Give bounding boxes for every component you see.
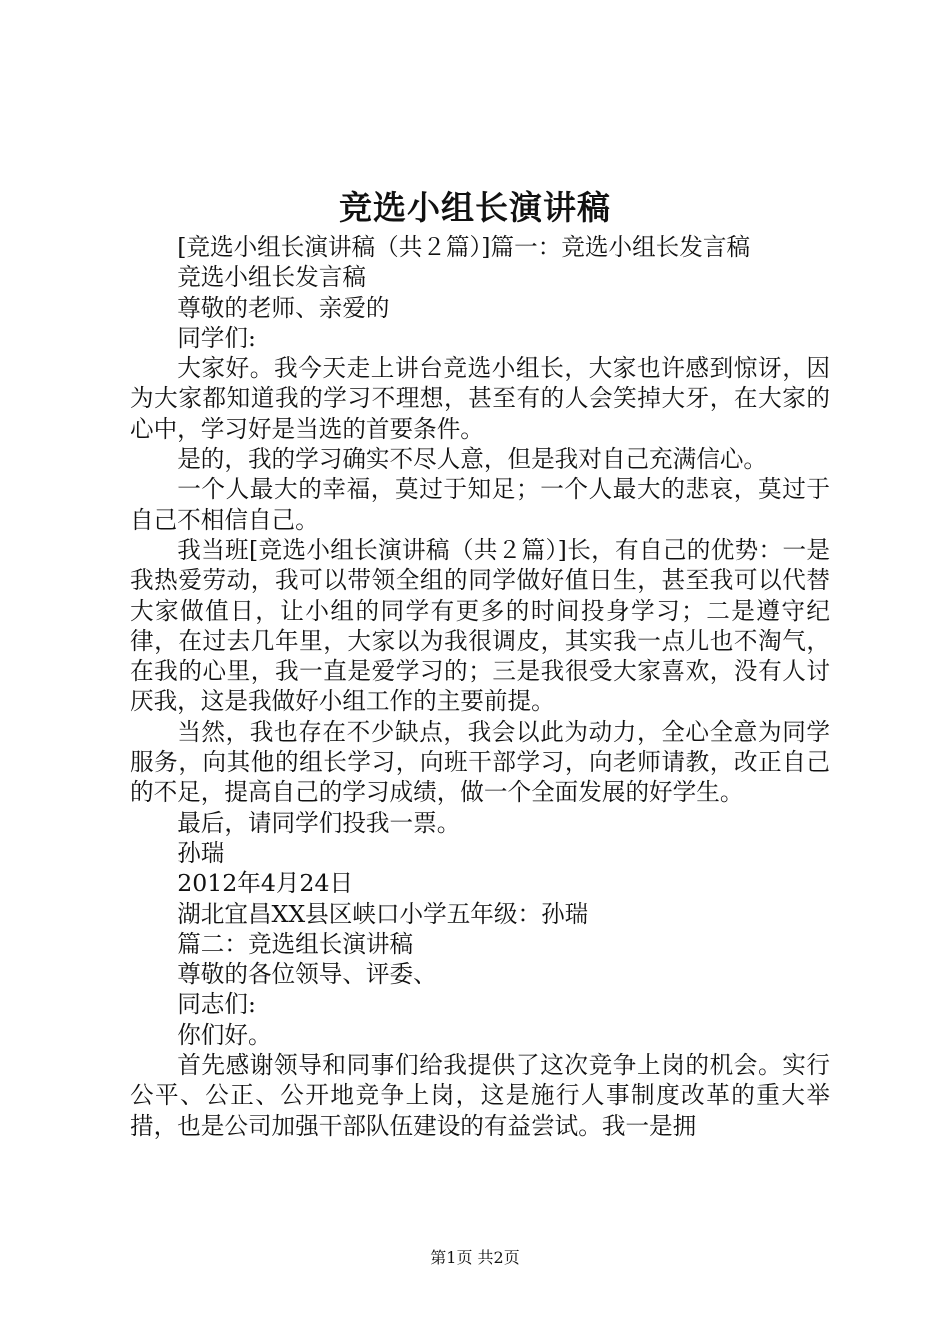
document-paragraph: 你们好。 (177, 1020, 272, 1049)
document-paragraph: 我当班[竞选小组长演讲稿（共２篇）]长，有自己的优势：一是我热爱劳动，我可以带领全组的同学做好值日生，甚至我可以代替大家做值日，让小组的同学有更多的时间投身学习；二是遵守纪律，在过去几年里，大家以为我很调皮，其实我一点儿也不淘气，在我的心里，我一直是爱学习的；三是我很受大家喜欢，没有人讨厌我，这是我做好小组工作的主要前提。 (130, 535, 830, 716)
document-paragraph: 篇二：竞选组长演讲稿 (177, 929, 414, 958)
document-paragraph: 孙瑞 (177, 838, 225, 867)
document-paragraph: 尊敬的各位领导、评委、 (177, 960, 437, 989)
document-paragraph: 大家好。我今天走上讲台竞选小组长，大家也许感到惊讶，因为大家都知道我的学习不理想，甚至有的人会笑掉大牙，在大家的心中，学习好是当选的首要条件。 (130, 354, 830, 443)
document-body (130, 232, 830, 1141)
document-paragraph: 尊敬的老师、亲爱的 (177, 293, 390, 322)
document-paragraph: 同学们: (177, 323, 256, 352)
page-footer: 第1页 共2页 (430, 1248, 520, 1267)
document-paragraph: [竞选小组长演讲稿（共２篇）]篇一：竞选小组长发言稿 (177, 233, 751, 261)
document-paragraph: 是的，我的学习确实不尽人意，但是我对自己充满信心。 (177, 445, 768, 474)
document-paragraph: 同志们: (177, 990, 256, 1019)
document-paragraph: 竞选小组长发言稿 (177, 263, 366, 292)
document-paragraph: 当然，我也存在不少缺点，我会以此为动力，全心全意为同学服务，向其他的组长学习，向班干部学习，向老师请教，改正自己的不足，提高自己的学习成绩，做一个全面发展的好学生。 (130, 717, 830, 807)
document-paragraph: 湖北宜昌XX县区峡口小学五年级：孙瑞 (177, 899, 589, 928)
document-title: 竞选小组长演讲稿 (339, 188, 611, 227)
document-paragraph: 首先感谢领导和同事们给我提供了这次竞争上岗的机会。实行公平、公正、公开地竞争上岗，这是施行人事制度改革的重大举措，也是公司加强干部队伍建设的有益尝试。我一是拥 (130, 1051, 830, 1140)
document-paragraph: 2012年4月24日 (177, 869, 354, 898)
document-paragraph: 一个人最大的幸福，莫过于知足；一个人最大的悲哀，莫过于自己不相信自己。 (130, 475, 830, 534)
document-paragraph: 最后，请同学们投我一票。 (177, 808, 461, 837)
